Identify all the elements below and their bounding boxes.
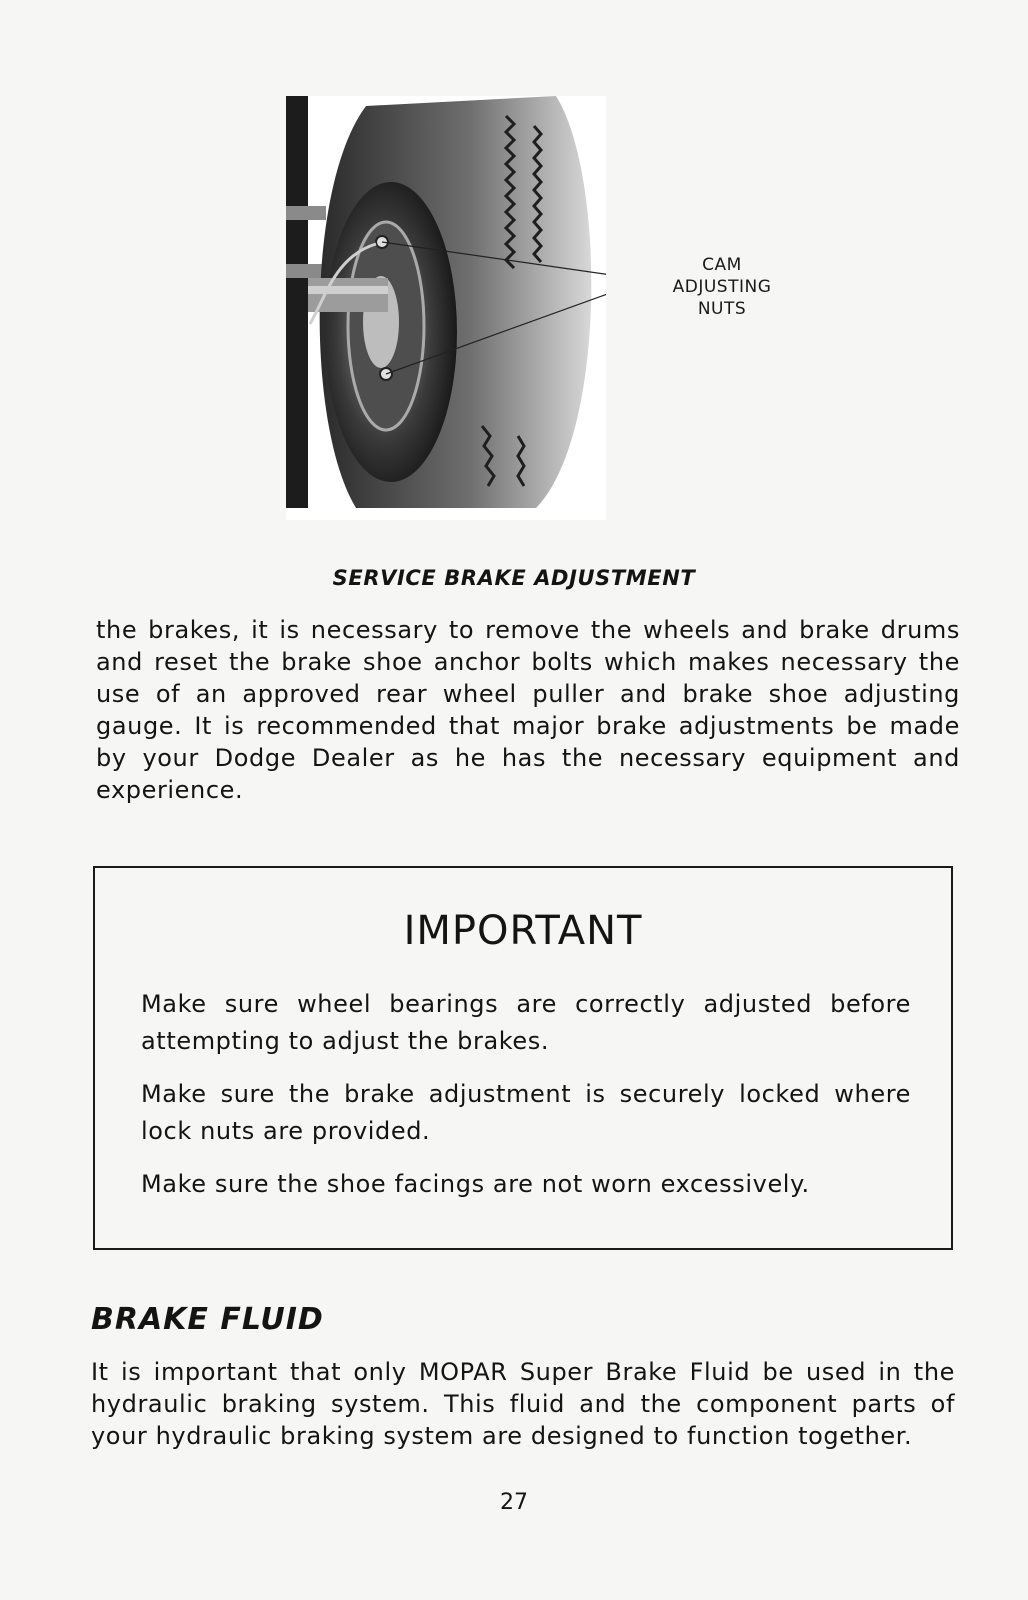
important-item: Make sure the shoe facings are not worn excessively. (141, 1170, 810, 1198)
callout-line: CAM (702, 255, 742, 275)
intro-paragraph: the brakes, it is necessary to remove the wheels and brake drums and reset the brake shoe anchor bolts which makes necessary the use of an approved rear wheel puller and brake shoe adjusting gauge. It is recommended that major brake adjustments be made by your Dodge Dealer as he has the necessary equipment and experience. (96, 616, 960, 804)
figure-caption: SERVICE BRAKE ADJUSTMENT (332, 566, 696, 590)
important-box (93, 866, 953, 1250)
important-item: Make sure wheel bearings are correctly adjusted before attempting to adjust the brakes. (141, 990, 911, 1055)
brake-wheel-photo (286, 96, 606, 520)
callout-line: NUTS (697, 299, 747, 319)
wheel-illustration (286, 96, 606, 520)
page-number: 27 (500, 1490, 528, 1515)
important-title: IMPORTANT (403, 908, 643, 954)
brake-fluid-heading: BRAKE FLUID (91, 1302, 324, 1337)
callout-cam-adjusting-nuts (662, 254, 782, 320)
important-item: Make sure the brake adjustment is securely locked where lock nuts are provided. (141, 1080, 911, 1145)
callout-line: ADJUSTING (672, 277, 772, 297)
brake-fluid-paragraph: It is important that only MOPAR Super Brake Fluid be used in the hydraulic braking system. This fluid and the component parts of your hydraulic braking system are designed to function together. (91, 1358, 955, 1450)
